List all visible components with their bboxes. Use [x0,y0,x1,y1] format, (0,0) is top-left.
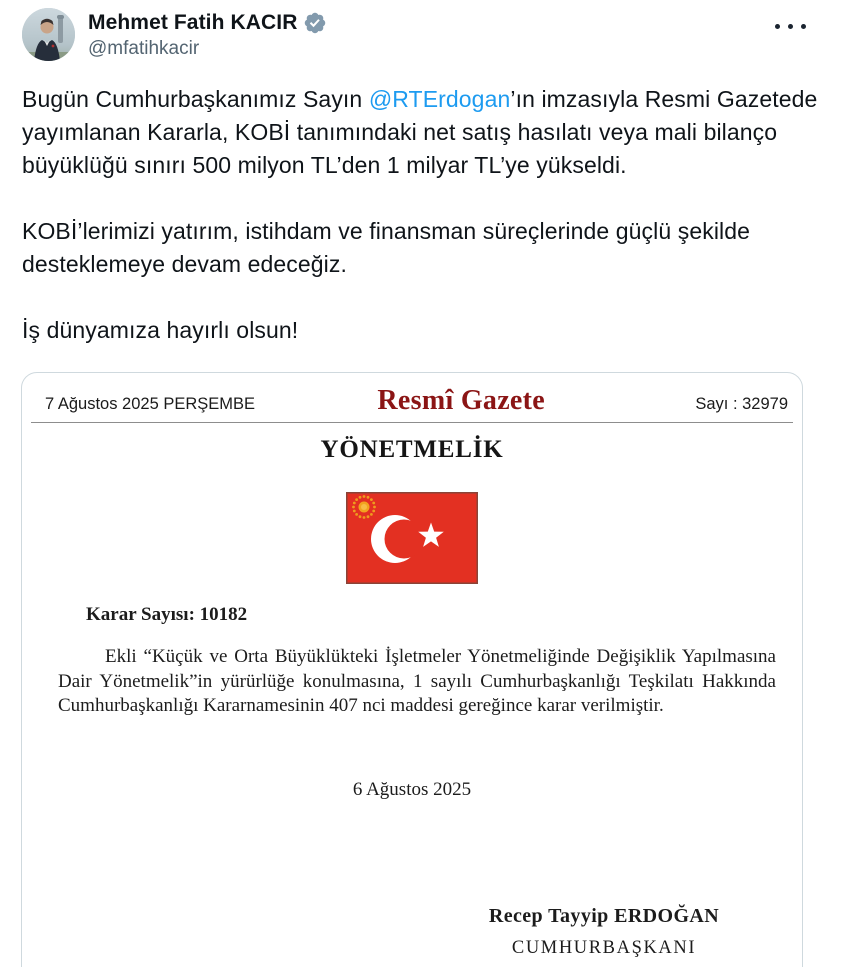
author-handle[interactable]: @mfatihkacir [88,38,200,59]
gazette-section-title: YÖNETMELİK [320,436,504,463]
gazette-masthead: Resmî Gazete [377,385,546,416]
avatar-photo [22,8,75,61]
signature-title: CUMHURBAŞKANI [511,937,697,958]
tweet-text-segment: ’ın imzasıyla Resmi Gazetede yayımlanan Kararla, KOBİ tanımındaki net satış hasılatı veya mali bilanço büyüklüğü sınırı 500 milyon TL’den 1 milyar TL’ye yükseldi. [22,86,818,178]
author-name[interactable]: Mehmet Fatih KACIR [88,11,298,34]
turkish-presidential-flag-icon [346,492,478,584]
gazette-date: 7 Ağustos 2025 PERŞEMBE [45,395,256,413]
tweet-text-segment: Bugün Cumhurbaşkanımız Sayın [22,86,369,112]
author-name-row [88,11,327,35]
flag-container [22,492,802,584]
dot-icon [775,24,780,29]
header-divider [31,422,793,423]
tweet-paragraph-2: KOBİ’lerimizi yatırım, istihdam ve finansman süreçlerinde güçlü şekilde desteklemeye devam edeceğiz. [22,218,751,277]
tweet-paragraph-3: İş dünyamıza hayırlı olsun! [22,317,299,343]
decision-date: 6 Ağustos 2025 [352,778,472,800]
dot-icon [788,24,793,29]
gazette-header [22,373,802,417]
tweet-paragraph-1 [22,83,826,182]
signature-name: Recep Tayyip ERDOĞAN [488,904,720,927]
signature-block [454,905,754,959]
avatar[interactable] [22,8,75,61]
attached-image-official-gazette[interactable] [21,372,803,967]
decision-text: Ekli “Küçük ve Orta Büyüklükteki İşletmeler Yönetmeliğinde Değişiklik Yapılmasına Dair Yönetmelik”in yürürlüğe konulmasına, 1 sayılı Cumhurbaşkanlığı Teşkilatı Hakkında Cumhurbaşkanlığı Kararnamesinin 407 nci maddesi gereğince karar verilmiştir. [58,646,776,716]
mention-link-rterdogan[interactable]: @RTErdogan [368,86,511,112]
decision-number: Karar Sayısı: 10182 [86,604,248,625]
dot-icon [801,24,806,29]
tweet-header [0,0,850,61]
verified-badge-icon [303,11,327,35]
author-block [88,8,327,60]
more-options-button[interactable] [771,20,810,33]
tweet-text [0,83,850,347]
gazette-issue-number: Sayı : 32979 [695,395,788,413]
